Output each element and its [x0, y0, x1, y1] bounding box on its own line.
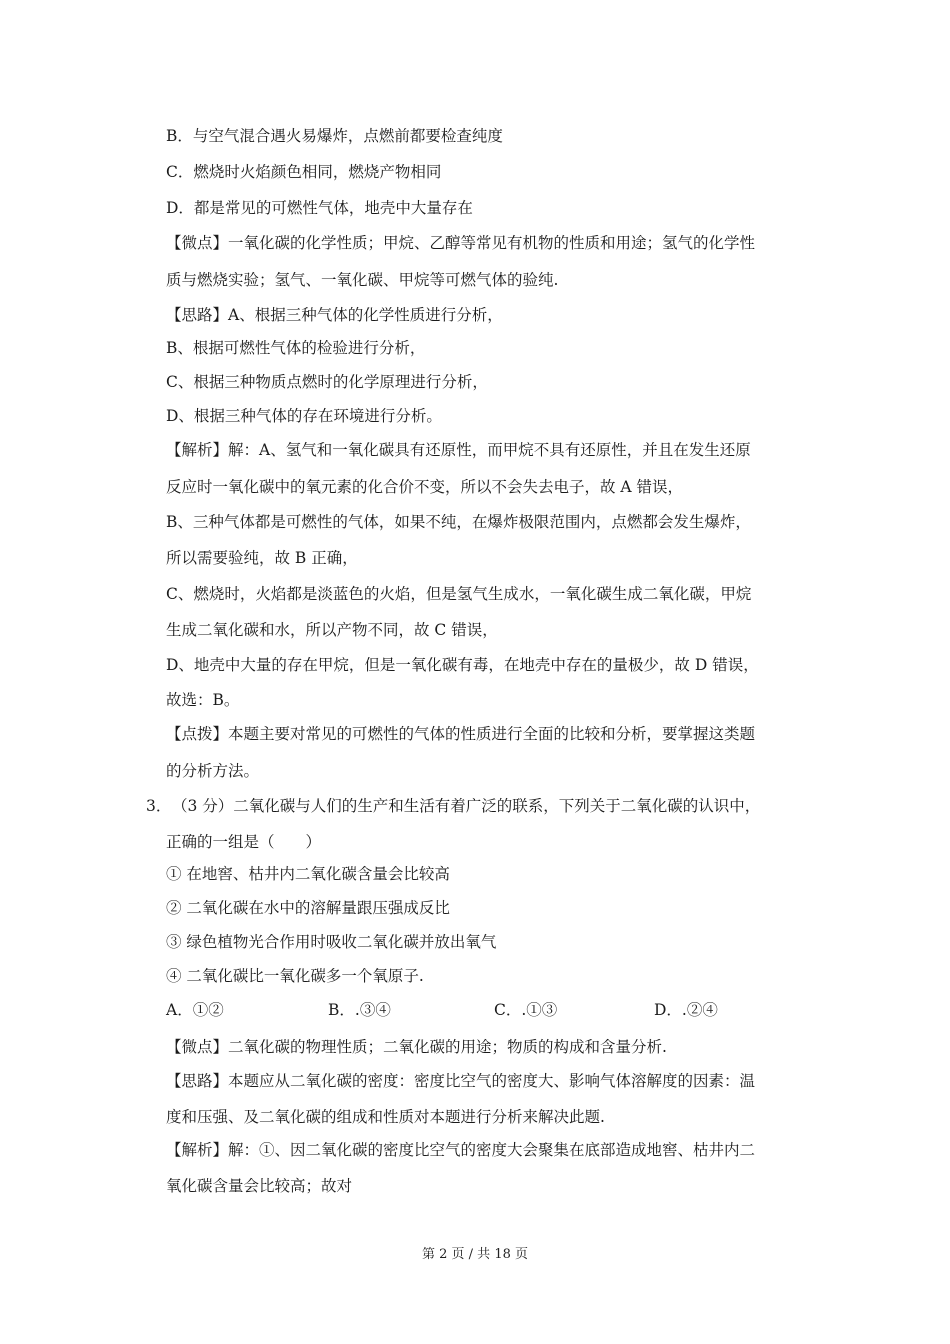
weidian-line-2: 质与燃烧实验；氢气、一氧化碳、甲烷等可燃气体的验纯. [166, 271, 559, 289]
jiexi-line-3: B、三种气体都是可燃性的气体，如果不纯，在爆炸极限范围内，点燃都会发生爆炸， [166, 513, 751, 531]
q3-jiexi-line-2: 氧化碳含量会比较高；故对 [166, 1177, 353, 1195]
jiexi-line-8: 故选：B。 [166, 691, 240, 709]
silu-line-3: C、根据三种物质点燃时的化学原理进行分析， [166, 373, 488, 391]
option-b: B．与空气混合遇火易爆炸，点燃前都要检查纯度 [166, 127, 503, 145]
statement-3: ③ 绿色植物光合作用时吸收二氧化碳并放出氧气 [166, 933, 497, 951]
jiexi-line-7: D、地壳中大量的存在甲烷，但是一氧化碳有毒，在地壳中存在的量极少，故 D 错误， [166, 656, 759, 674]
jiexi-line-2: 反应时一氧化碳中的氧元素的化合价不变，所以不会失去电子，故 A 错误， [166, 478, 684, 496]
question-stem-line-1: （3 分）二氧化碳与人们的生产和生活有着广泛的联系，下列关于二氧化碳的认识中， [172, 797, 761, 815]
jiexi-line-4: 所以需要验纯，故 B 正确， [166, 549, 358, 567]
statement-4: ④ 二氧化碳比一氧化碳多一个氧原子. [166, 967, 424, 985]
dianbo-line-2: 的分析方法。 [166, 762, 260, 780]
jiexi-line-6: 生成二氧化碳和水，所以产物不同，故 C 错误， [166, 621, 498, 639]
question-number: 3． [146, 797, 172, 815]
choice-c: C．.①③ [494, 1001, 558, 1019]
dianbo-line-1: 【点拨】本题主要对常见的可燃性的气体的性质进行全面的比较和分析，要掌握这类题 [166, 725, 756, 743]
page-footer: 第 2 页 / 共 18 页 [422, 1247, 528, 1262]
jiexi-line-1: 【解析】解：A、氢气和一氧化碳具有还原性，而甲烷不具有还原性，并且在发生还原 [166, 441, 751, 459]
q3-silu-line-2: 度和压强、及二氧化碳的组成和性质对本题进行分析来解决此题. [166, 1108, 605, 1126]
silu-line-4: D、根据三种气体的存在环境进行分析。 [166, 407, 442, 425]
statement-2: ② 二氧化碳在水中的溶解量跟压强成反比 [166, 899, 450, 917]
q3-weidian: 【微点】二氧化碳的物理性质；二氧化碳的用途；物质的构成和含量分析. [166, 1038, 667, 1056]
q3-jiexi-line-1: 【解析】解：①、因二氧化碳的密度比空气的密度大会聚集在底部造成地窖、枯井内二 [166, 1141, 756, 1159]
silu-line-2: B、根据可燃性气体的检验进行分析， [166, 339, 426, 357]
option-c: C．燃烧时火焰颜色相同，燃烧产物相同 [166, 163, 442, 181]
question-stem-line-2: 正确的一组是（ ） [166, 833, 322, 851]
silu-line-1: 【思路】A、根据三种气体的化学性质进行分析， [166, 306, 503, 324]
choice-b: B．.③④ [328, 1001, 391, 1019]
q3-silu-line-1: 【思路】本题应从二氧化碳的密度：密度比空气的密度大、影响气体溶解度的因素：温 [166, 1072, 756, 1090]
statement-1: ① 在地窖、枯井内二氧化碳含量会比较高 [166, 865, 450, 883]
weidian-line-1: 【微点】一氧化碳的化学性质；甲烷、乙醇等常见有机物的性质和用途；氢气的化学性 [166, 234, 756, 252]
jiexi-line-5: C、燃烧时，火焰都是淡蓝色的火焰，但是氢气生成水，一氧化碳生成二氧化碳，甲烷 [166, 585, 752, 603]
choice-d: D．.②④ [654, 1001, 718, 1019]
option-d: D．都是常见的可燃性气体，地壳中大量存在 [166, 199, 473, 217]
choice-a: A．①② [166, 1001, 224, 1019]
